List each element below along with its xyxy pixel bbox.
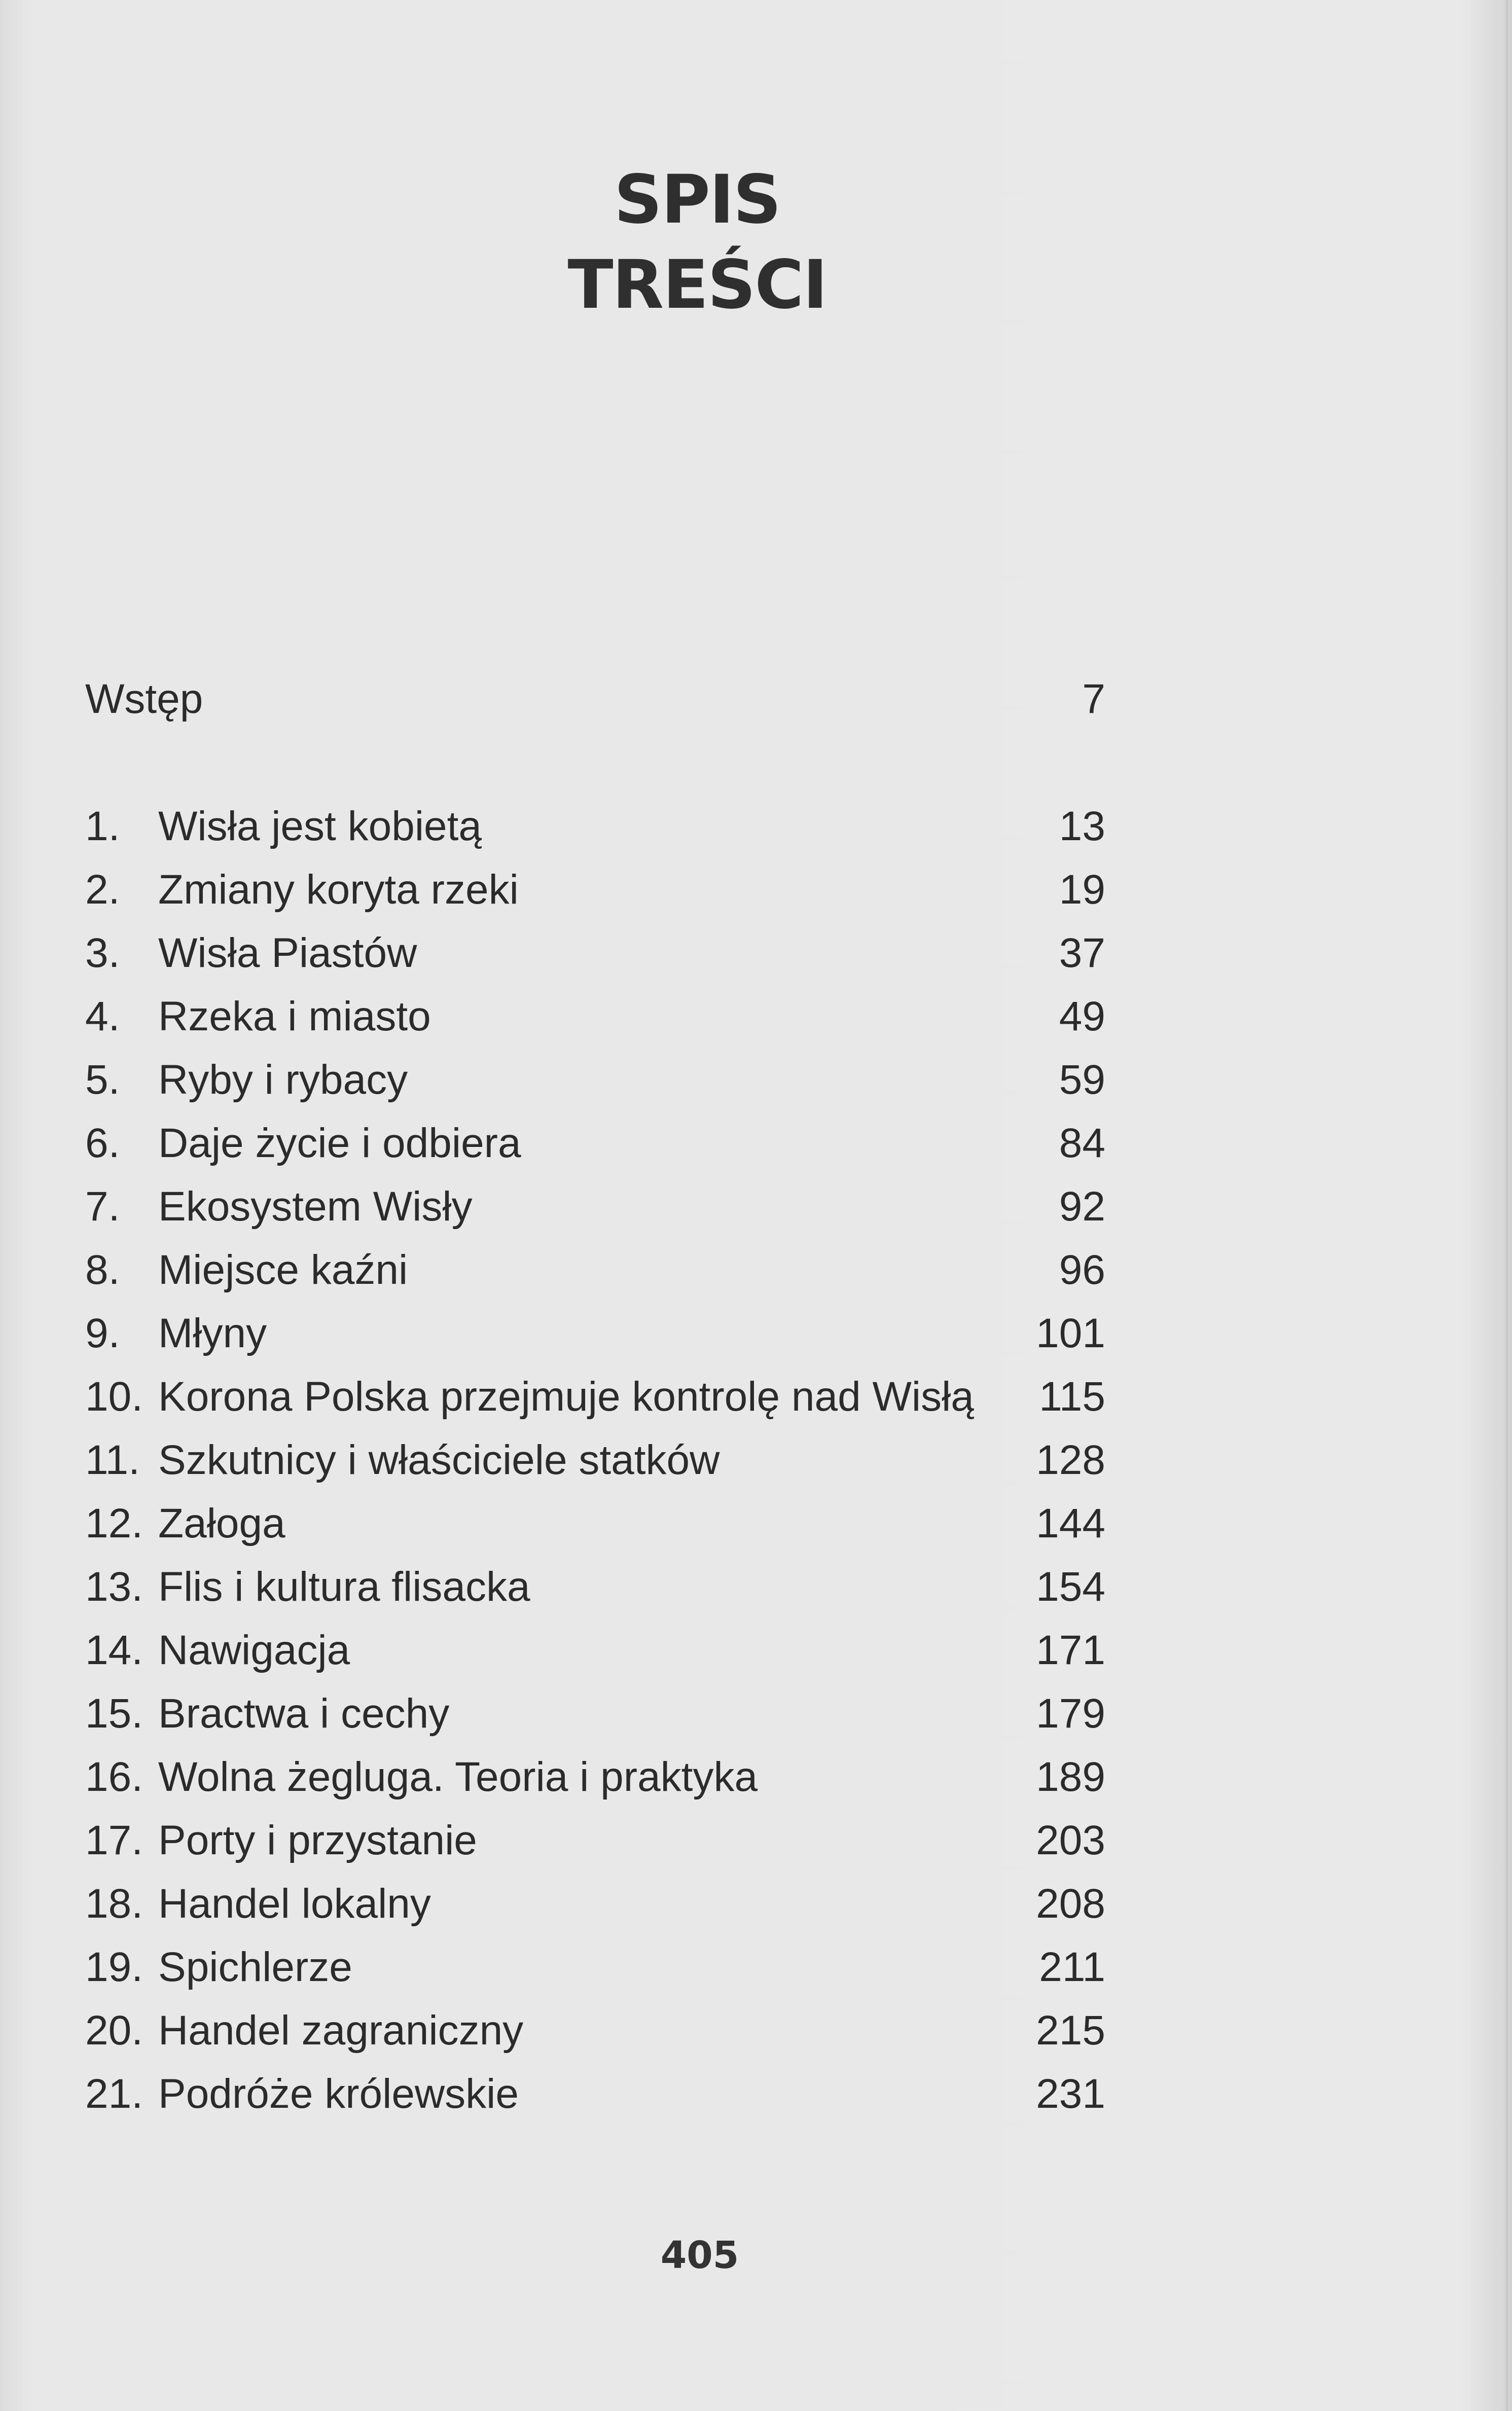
toc-entry [0, 2066, 1512, 2122]
page-number: 405 [660, 2234, 739, 2277]
chapter-number: 2. [85, 867, 120, 913]
chapter-page: 84 [1059, 1120, 1105, 1166]
chapter-page: 37 [1059, 930, 1105, 976]
toc-entry [0, 1686, 1512, 1742]
chapter-page: 19 [1059, 867, 1105, 913]
toc-entry [0, 1179, 1512, 1235]
chapter-title: Młyny [158, 1310, 267, 1356]
chapter-title: Handel zagraniczny [158, 2007, 524, 2054]
chapter-page: 231 [1036, 2071, 1105, 2117]
toc-entry [0, 1559, 1512, 1615]
chapter-number: 4. [85, 993, 120, 1039]
chapter-title: Rzeka i miasto [158, 993, 431, 1039]
toc-entry [0, 1813, 1512, 1868]
toc-entry [0, 1306, 1512, 1361]
chapter-number: 9. [85, 1310, 120, 1356]
title-line-1: SPIS [614, 161, 780, 239]
toc-entry [0, 989, 1512, 1045]
toc-entry [0, 1115, 1512, 1171]
chapter-title: Spichlerze [158, 1944, 352, 1990]
chapter-page: 96 [1059, 1247, 1105, 1293]
toc-entry [0, 1623, 1512, 1678]
chapter-title: Podróże królewskie [158, 2071, 519, 2117]
chapter-page: 215 [1036, 2007, 1105, 2054]
chapter-title: Wisła jest kobietą [158, 803, 482, 849]
chapter-number: 15. [85, 1690, 143, 1737]
chapter-page: 179 [1036, 1690, 1105, 1737]
chapter-page: 49 [1059, 993, 1105, 1039]
toc-entry [0, 1939, 1512, 1995]
toc-entry-intro [0, 671, 1512, 727]
chapter-title: Szkutnicy i właściciele statków [158, 1437, 720, 1483]
chapter-title: Ryby i rybacy [158, 1057, 408, 1103]
chapter-page: 203 [1036, 1817, 1105, 1863]
chapter-page: 101 [1036, 1310, 1105, 1356]
toc-entry [0, 925, 1512, 981]
toc-entry [0, 1432, 1512, 1488]
chapter-page: 171 [1036, 1627, 1105, 1673]
chapter-number: 7. [85, 1183, 120, 1230]
chapter-title: Korona Polska przejmuje kontrolę nad Wisłą [158, 1374, 974, 1420]
chapter-number: 13. [85, 1564, 143, 1610]
chapter-page: 144 [1036, 1500, 1105, 1546]
toc-entry [0, 2003, 1512, 2059]
toc-entry-page: 7 [1082, 676, 1105, 722]
chapter-number: 5. [85, 1057, 120, 1103]
chapter-title: Wolna żegluga. Teoria i praktyka [158, 1754, 758, 1800]
chapter-number: 18. [85, 1881, 143, 1927]
chapter-title: Miejsce kaźni [158, 1247, 408, 1293]
chapter-number: 21. [85, 2071, 143, 2117]
toc-entry [0, 862, 1512, 918]
chapter-title: Zmiany koryta rzeki [158, 867, 519, 913]
chapter-page: 115 [1039, 1374, 1105, 1420]
toc-entry [0, 1242, 1512, 1298]
chapter-page: 211 [1039, 1944, 1105, 1990]
chapter-title: Załoga [158, 1500, 285, 1546]
chapter-number: 3. [85, 930, 120, 976]
chapter-number: 8. [85, 1247, 120, 1293]
chapter-number: 16. [85, 1754, 143, 1800]
chapter-number: 17. [85, 1817, 143, 1863]
chapter-title: Wisła Piastów [158, 930, 417, 976]
toc-entry [0, 1052, 1512, 1108]
chapter-number: 6. [85, 1120, 120, 1166]
toc-entry [0, 799, 1512, 854]
toc-entry [0, 1749, 1512, 1805]
chapter-page: 13 [1059, 803, 1105, 849]
chapter-title: Ekosystem Wisły [158, 1183, 473, 1230]
chapter-title: Daje życie i odbiera [158, 1120, 521, 1166]
chapter-number: 1. [85, 803, 120, 849]
chapter-number: 14. [85, 1627, 143, 1673]
chapter-number: 19. [85, 1944, 143, 1990]
chapter-title: Flis i kultura flisacka [158, 1564, 530, 1610]
chapter-number: 12. [85, 1500, 143, 1546]
toc-entry [0, 1369, 1512, 1425]
chapter-title: Handel lokalny [158, 1881, 431, 1927]
chapter-page: 154 [1036, 1564, 1105, 1610]
toc-entry [0, 1876, 1512, 1932]
chapter-title: Nawigacja [158, 1627, 350, 1673]
chapter-number: 11. [85, 1437, 140, 1483]
chapter-title: Porty i przystanie [158, 1817, 477, 1863]
chapter-page: 208 [1036, 1881, 1105, 1927]
toc-entry [0, 1496, 1512, 1552]
chapter-page: 189 [1036, 1754, 1105, 1800]
chapter-number: 20. [85, 2007, 143, 2054]
title-line-2: TREŚCI [567, 246, 827, 324]
chapter-title: Bractwa i cechy [158, 1690, 450, 1737]
chapter-page: 92 [1059, 1183, 1105, 1230]
chapter-page: 128 [1036, 1437, 1105, 1483]
toc-entry-title: Wstęp [85, 676, 203, 722]
chapter-page: 59 [1059, 1057, 1105, 1103]
chapter-number: 10. [85, 1374, 143, 1420]
